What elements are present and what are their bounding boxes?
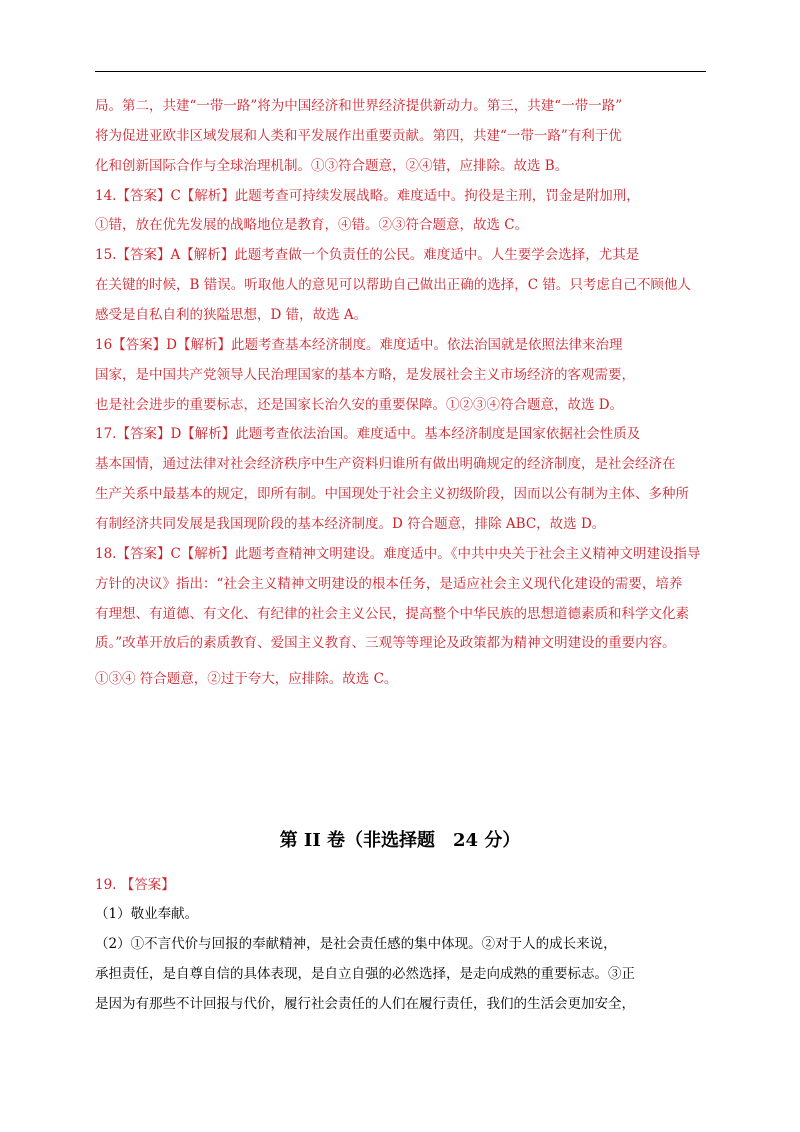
- answer-line: 15.【答案】A【解析】此题考查做一个负责任的公民。难度适中。人生要学会选择，尤其是: [95, 247, 640, 263]
- q19-part2-line: 承担责任，是自尊自信的具体表现，是自立自强的必然选择，是走向成熟的重要标志。③正: [95, 966, 635, 982]
- answer-line: 生产关系中最基本的规定，即所有制。中国现处于社会主义初级阶段，因而以公有制为主体、多种所: [95, 486, 689, 502]
- answer-line: ①错，放在优先发展的战略地位是教育，④错。②③符合题意，故选 C。: [95, 217, 529, 233]
- section-title: 第 II 卷（非选择题 24 分）: [279, 830, 521, 851]
- answer-line: 将为促进亚欧非区域发展和人类和平发展作出重要贡献。第四，共建“一带一路”有利于优: [95, 128, 622, 144]
- q19-part1: （1）敬业奉献。: [95, 906, 199, 922]
- answer-line: 在关键的时候，B 错误。听取他人的意见可以帮助自己做出正确的选择，C 错。只考虑自己不顾他人: [95, 277, 691, 293]
- answer-line: 局。第二，共建“一带一路”将为中国经济和世界经济提供新动力。第三，共建“一带一路”: [95, 98, 623, 114]
- answer-line: ①③④ 符合题意，②过于夸大，应排除。故选 C。: [95, 671, 398, 687]
- answer-line: 化和创新国际合作与全球治理机制。①③符合题意，②④错，应排除。故选 B。: [95, 158, 569, 174]
- answer-line: 质。”改革开放后的素质教育、爱国主义教育、三观等等理论及政策都为精神文明建设的重要内容。: [95, 635, 676, 651]
- answer-line: 有理想、有道德、有文化、有纪律的社会主义公民，提高整个中华民族的思想道德素质和科学文化素: [95, 606, 689, 622]
- answer-line: 方针的决议》指出：“社会主义精神文明建设的根本任务，是适应社会主义现代化建设的需要，培养: [95, 576, 683, 592]
- answer-line: 感受是自私自利的狭隘思想，D 错，故选 A。: [95, 307, 368, 323]
- answer-line: 有制经济共同发展是我国现阶段的基本经济制度。D 符合题意，排除 ABC，故选 D。: [95, 516, 606, 532]
- answer-line: 也是社会进步的重要标志，还是国家长治久安的重要保障。①②③④符合题意，故选 D。: [95, 397, 624, 413]
- answer-line: 16【答案】D【解析】此题考查基本经济制度。难度适中。依法治国就是依照法律来治理: [95, 337, 623, 353]
- q19-part2-line: 是因为有那些不计回报与代价，履行社会责任的人们在履行责任，我们的生活会更加安全，: [95, 996, 635, 1012]
- answer-line: 14.【答案】C【解析】此题考查可持续发展战略。难度适中。拘役是主刑，罚金是附加刑，: [95, 188, 640, 204]
- answer-line: 基本国情，通过法律对社会经济秩序中生产资料归谁所有做出明确规定的经济制度，是社会经济在: [95, 456, 676, 472]
- q19-part2-line: （2）①不言代价与回报的奉献精神，是社会责任感的集中体现。②对于人的成长来说，: [95, 936, 617, 952]
- answer-line: 17.【答案】D【解析】此题考查依法治国。难度适中。基本经济制度是国家依据社会性质及: [95, 426, 641, 442]
- answer-line: 18.【答案】C【解析】此题考查精神文明建设。难度适中。《中共中央关于社会主义精神文明建设指导: [95, 546, 701, 562]
- header-rule: [95, 71, 706, 72]
- answer-line: 国家，是中国共产党领导人民治理国家的基本方略，是发展社会主义市场经济的客观需要，: [95, 367, 635, 383]
- q19-heading: 19. 【答案】: [95, 877, 175, 893]
